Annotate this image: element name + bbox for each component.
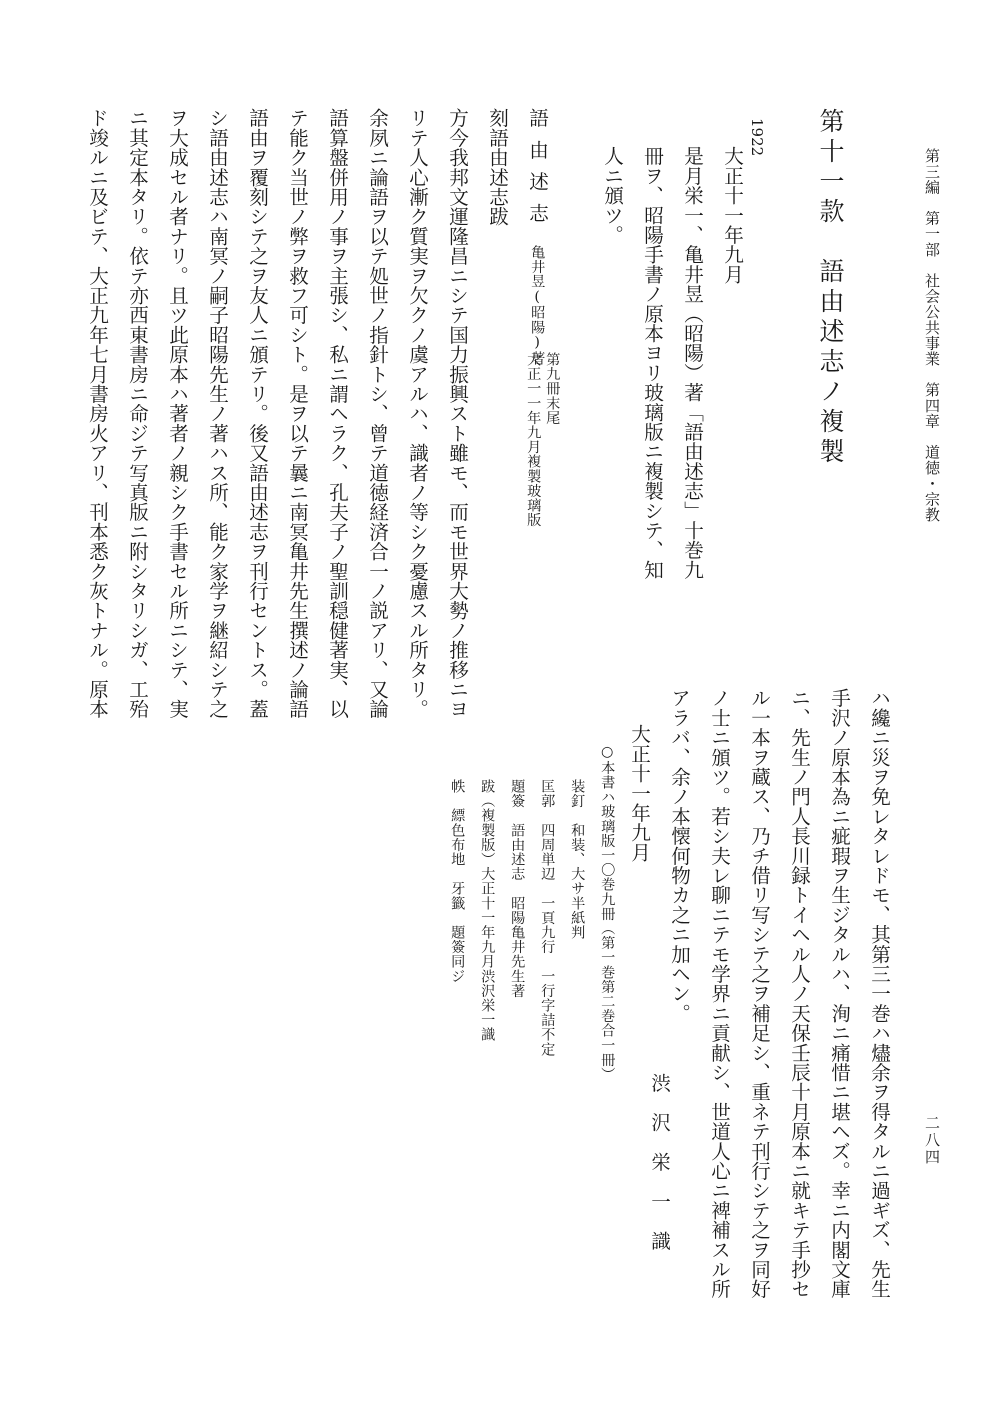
page-number: 二八四 — [923, 1115, 941, 1166]
summary-line: 人ニ頒ツ。 — [600, 146, 624, 245]
source-note: 大正一一年九月複製玻璃版 — [525, 352, 542, 528]
note-line: 帙 縹色布地 牙籤 題簽同ジ — [449, 779, 466, 984]
postscript-line: ニ、先生ノ門人長川録トイヘル人ノ天保壬辰十月原本ニ就キテ手抄セ — [787, 688, 811, 1299]
note-line: 匡郭 四周単辺 一頁九行 一行字詰不定 — [539, 779, 556, 1057]
postscript-line: アラバ、余ノ本懐何物カ之ニ加ヘン。 — [667, 688, 691, 1023]
postscript-line: ハ纔ニ災ヲ免レタレドモ、其第三一巻ハ燼余ヲ得タルニ過ギズ、先生 — [867, 688, 891, 1299]
postscript-line: リテ人心漸ク質実ヲ欠クノ虞アルハ、識者ノ等シク憂慮スル所タリ。 — [405, 108, 429, 719]
postscript-line: ド竣ルニ及ビテ、大正九年七月書房火アリ、刊本悉ク灰トナル。原本 — [85, 108, 109, 719]
note-line: 跋（複製版）大正十一年九月渋沢栄一識 — [479, 779, 496, 1042]
postscript-line: 方今我邦文運隆昌ニシテ国力振興スト雖モ、而モ世界大勢ノ推移ニヨ — [445, 108, 469, 719]
summary-line: 冊ヲ、昭陽手書ノ原本ヨリ玻璃版ニ複製シテ、知 — [640, 146, 664, 580]
source-note: 第九冊末尾 — [544, 352, 561, 425]
note-line: 装釘 和装、大サ半紙判 — [569, 779, 586, 940]
signature: 渋 沢 栄 一 識 — [647, 1073, 671, 1251]
postscript-line: 語算盤併用ノ事ヲ主張シ、私ニ謂ヘラク、孔夫子ノ聖訓穏健著実、以 — [325, 108, 349, 719]
postscript-heading: 刻語由述志跋 — [485, 108, 509, 227]
postscript-date: 大正十一年九月 — [627, 724, 651, 862]
postscript-line: 手沢ノ原本為ニ疵瑕ヲ生ジタルハ、洵ニ痛惜ニ堪ヘズ。幸ニ内閣文庫 — [827, 688, 851, 1299]
postscript-line: 語由ヲ覆刻シテ之ヲ友人ニ頒テリ。後又語由述志ヲ刊行セントス。蓋 — [245, 108, 269, 719]
postscript-line: テ能ク当世ノ弊ヲ救フ可シト。是ヲ以テ曩ニ南冥亀井先生撰述ノ論語 — [285, 108, 309, 719]
section-title: 第十一款 語由述志ノ複製 — [816, 108, 845, 468]
postscript-line: 余夙ニ論語ヲ以テ処世ノ指針トシ、曾テ道徳経済合一ノ説アリ、又論 — [365, 108, 389, 719]
postscript-line: ヲ大成セル者ナリ。且ツ此原本ハ著者ノ親シク手書セル所ニシテ、実 — [165, 108, 189, 719]
year-western: 1922 — [748, 118, 766, 157]
postscript-line: ニ其定本タリ。依テ亦西東書房ニ命ジテ写真版ニ附シタリシガ、工殆 — [125, 108, 149, 719]
summary-line: 是月栄一、亀井昱（昭陽）著「語由述志」十巻九 — [680, 146, 704, 580]
section-date: 大正十一年九月 — [720, 146, 744, 284]
book-title: 語由述志 — [525, 108, 549, 235]
postscript-line: ノ士ニ頒ツ。若シ夫レ聊ニテモ学界ニ貢献シ、世道人心ニ裨補スル所 — [707, 688, 731, 1299]
postscript-line: ル一本ヲ蔵ス、乃チ借リ写シテ之ヲ補足シ、重ネテ刊行シテ之ヲ同好 — [747, 688, 771, 1299]
note-line: 題簽 語由述志 昭陽亀井先生著 — [509, 779, 526, 998]
running-head: 第三編 第一部 社会公共事業 第四章 道徳・宗教 — [923, 148, 941, 523]
note-line: ○本書ハ玻璃版一〇巻九冊（第一巻第二巻合一冊） — [599, 744, 616, 1082]
postscript-line: シ語由述志ハ南冥ノ嗣子昭陽先生ノ著ハス所、能ク家学ヲ継紹シテ之 — [205, 108, 229, 719]
book-author: 亀井昱(昭陽)著 — [529, 245, 546, 366]
